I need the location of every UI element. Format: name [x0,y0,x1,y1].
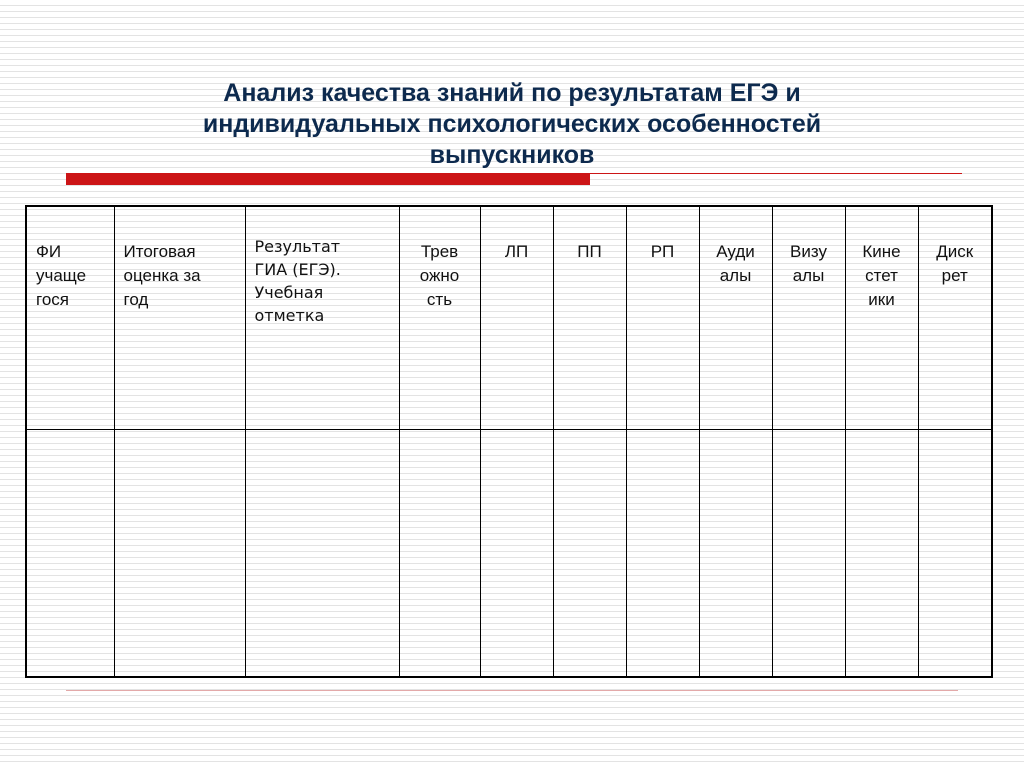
header-text: ФИ [36,242,62,261]
header-text: Трев [420,242,459,261]
table-cell [918,430,992,678]
header-text: Учебная [254,283,324,302]
table-cell [114,430,245,678]
table-cell [26,430,114,678]
accent-line [590,173,962,174]
header-text: Итоговая [123,242,196,261]
header-cell-anxiety [399,206,480,430]
header-text: ожно [419,266,460,285]
header-cell-auditory [699,206,772,430]
header-text: ГИА (ЕГЭ). [254,260,341,279]
header-text: Визу [790,242,827,261]
accent-bar [66,173,590,185]
header-text: Диск [936,242,974,261]
table-cell [772,430,845,678]
header-text: учаще [36,266,87,285]
title-line-3: выпускников [429,141,595,169]
header-text: оценка за [123,266,201,285]
header-text: отметка [254,306,325,325]
header-cell-visual [772,206,845,430]
title-line-1: Анализ качества знаний по результатам ЕГЭ и [223,79,801,107]
header-text: ики [868,290,895,309]
header-text: ЛП [504,242,529,261]
header-text: алы [792,266,825,285]
header-text: сть [426,290,453,309]
header-text: Кине [862,242,901,261]
table-row [26,430,992,678]
header-text: рет [941,266,968,285]
table-cell [626,430,699,678]
header-cell-discrete [918,206,992,430]
table-cell [845,430,918,678]
header-cell-final-grade [114,206,245,430]
footer-line [66,690,958,691]
header-cell-rp [626,206,699,430]
header-cell-student-name [26,206,114,430]
header-text: год [123,290,149,309]
header-text: стет [865,266,898,285]
table-cell [480,430,553,678]
title-line-2: индивидуальных психологических особенностей [202,110,822,138]
analysis-table [25,205,993,678]
header-text: РП [650,242,675,261]
header-cell-pp [553,206,626,430]
header-text: Ауди [716,242,755,261]
table-cell [245,430,399,678]
table-cell [699,430,772,678]
header-cell-kinesthetic [845,206,918,430]
header-text: Результат [254,237,341,256]
header-text: алы [719,266,752,285]
header-cell-exam-result [245,206,399,430]
table-header-row [26,206,992,430]
header-text: гося [36,290,69,309]
table-cell [399,430,480,678]
header-text: ПП [577,242,602,261]
header-cell-lp [480,206,553,430]
page-title [90,78,934,171]
table-cell [553,430,626,678]
